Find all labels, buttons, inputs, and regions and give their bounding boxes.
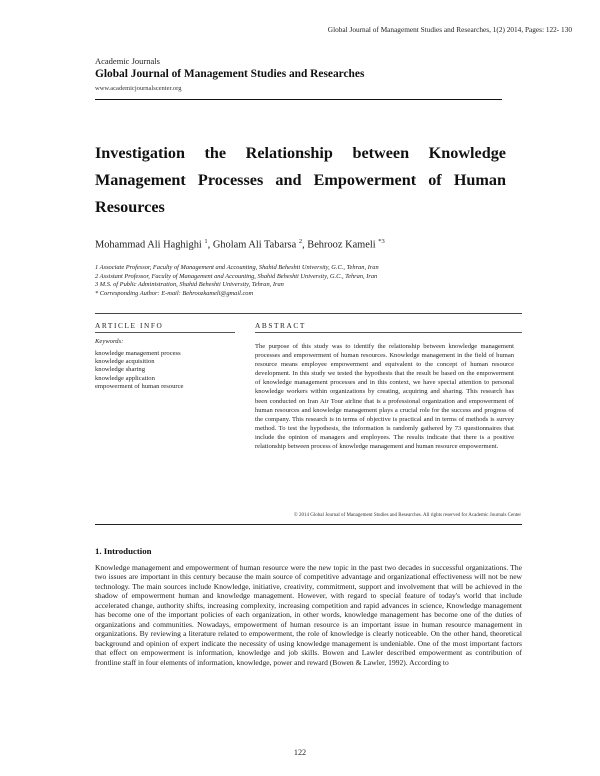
affiliation-mark: 1 [204,238,208,245]
journal-website[interactable]: www.academicjournalscenter.org [95,85,182,92]
keyword: empowerment of human resource [95,382,184,390]
author-list [95,238,385,250]
affiliation-line: 2 Assistant Professor, Faculty of Management and Accounting, Shahid Beheshti University, G.C., Tehran, Iran [95,272,378,280]
abstract-text: The purpose of this study was to identify the relationship between knowledge management processes and empowerment of human resources. Knowledge management in the field of human resource means employee empowerment and equivalent to the concept of human resource development. In this study we tested the hypothesis that the result be based on the empowerment of knowledge management processes and in this context, we have special attention to personal knowledge workers within organizations by creating, acquiring and sharing. This research has been conducted on Iran Air Tour airline that is a professional organization and empowerment of human resources and knowledge management plays a crucial role for the success and progress of the company. This research is in terms of objective is practical and in terms of methods is survey method. To test the hypothesis, the information is randomly gathered by 73 questionnaires that include the opinion of managers and employees. The results indicate that there is a positive relationship between process of knowledge management and human resource empowerment. [255,343,514,451]
page-number: 122 [293,748,307,757]
abstract-heading: ABSTRACT [255,321,306,330]
paper-title [95,140,506,221]
author-separator: , [302,239,308,251]
keyword: knowledge acquisition [95,358,155,366]
keywords-label: Keywords: [95,338,124,345]
running-head: Global Journal of Management Studies and Researches, 1(2) 2014, Pages: 122- 130 [327,25,572,34]
title-line: Resources [95,198,165,216]
journal-name: Global Journal of Management Studies and Researches [95,68,365,80]
copyright-notice: © 2014 Global Journal of Management Studies and Researches. All rights reserved for Academic Journals Center [293,513,521,518]
author-separator: , [207,239,213,251]
corresponding-author: * Corresponding Author: E-mail: Behroozkameli@gmail.com [95,289,254,297]
keyword: knowledge management process [95,350,181,357]
article-info-heading: ARTICLE INFO [95,321,164,330]
affiliation-mark: 2 [298,238,303,245]
author-name: Gholam Ali Tabarsa [212,239,297,251]
section-rule [95,313,522,314]
author-name: Mohammad Ali Haghighi [95,239,202,251]
introduction-text: Knowledge management and empowerment of human resource were the new topic in the past two decades in successful organizations. The two issues are important in this century because the main source of competitive advantage and organizational effectiveness will not be new technology. The main sources include Knowledge, initiative, creativity, commitment, support and involvement that will be achieved in the shadow of empowerment human and knowledge management. However, with regard to special feature of today's world that include accelerated change, authority shifts, increasing complexity, increasing competition and rapid advances in science, Knowledge management has become one of the important policies of each organization, in other words, knowledge management has become one of the duties of organizations and communities. Nowadays, empowerment of human resource is an important issue in human resource management in organizations. By reviewing a literature related to empowerment, the role of knowledge is clearly noticeable. On the other hand, theoretical background and opinion of expert indicate the necessity of using knowledge management is undeniable. One of the most important factors that effect on empowerment is information, knowledge and job skills. Bowen and Lawler described empowerment as contribution of frontline staff in four elements of information, knowledge, power and reward (Bowen & Lawler, 1992). According to [95,563,522,667]
section-heading: 1. Introduction [95,546,152,556]
affiliation-line: 1 Associate Professor, Faculty of Management and Accounting, Shahid Beheshti University, G.C., Tehran, Iran [95,264,379,271]
affiliations [95,264,515,298]
header-rule [95,99,502,100]
affiliation-mark: *3 [378,238,385,245]
title-line: Management Processes and Empowerment of Human [95,171,506,189]
article-info-rule [95,332,235,333]
keyword: knowledge sharing [95,366,145,374]
title-line: Investigation the Relationship between Knowledge [95,144,506,162]
publisher-name: Academic Journals [95,56,160,66]
keyword: knowledge application [95,374,155,382]
affiliation-line: 3 M.S. of Public Administration, Shahid Beheshti University, Tehran, Iran [95,281,284,288]
abstract-rule [255,332,522,333]
abstract-bottom-rule [95,524,522,525]
keywords-list [95,350,183,391]
author-name: Behrooz Kameli [307,239,376,251]
